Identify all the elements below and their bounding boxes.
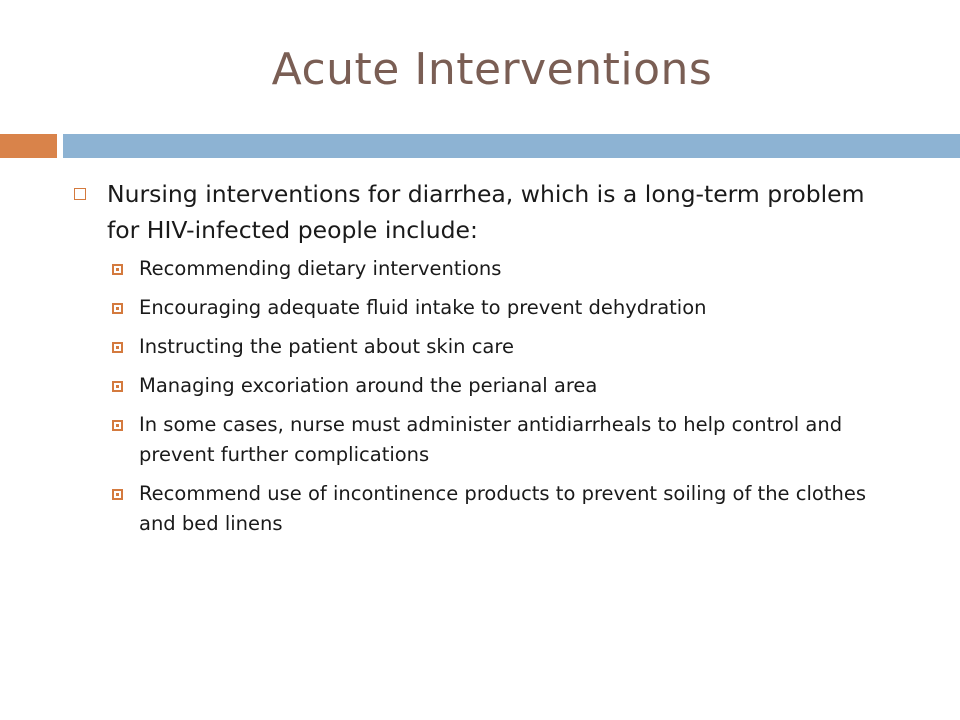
sub-bullet bbox=[112, 254, 904, 284]
sub-bullet-text: Instructing the patient about skin care bbox=[139, 335, 514, 358]
sub-bullet-text: Recommend use of incontinence products to prevent soiling of the clothes and bed linens bbox=[139, 482, 866, 535]
sub-bullet-text: In some cases, nurse must administer antidiarrheals to help control and prevent further complications bbox=[139, 413, 843, 466]
sub-bullet-text: Encouraging adequate fluid intake to prevent dehydration bbox=[139, 296, 707, 319]
square-bullet-icon bbox=[112, 420, 123, 431]
accent-bar-orange bbox=[0, 134, 57, 158]
square-bullet-icon bbox=[112, 342, 123, 353]
main-bullet-text: Nursing interventions for diarrhea, which is a long-term problem for HIV-infected people include: bbox=[107, 180, 865, 244]
sub-bullet bbox=[112, 479, 904, 539]
sub-bullet bbox=[112, 332, 904, 362]
sub-bullet bbox=[112, 293, 904, 323]
sub-bullet-text: Recommending dietary interventions bbox=[139, 257, 502, 280]
square-bullet-icon bbox=[112, 264, 123, 275]
square-bullet-icon bbox=[112, 381, 123, 392]
sub-bullet-text: Managing excoriation around the perianal area bbox=[139, 374, 598, 397]
slide-title: Acute Interventions bbox=[271, 44, 713, 95]
accent-bar-blue bbox=[63, 134, 960, 158]
hollow-square-bullet-icon bbox=[74, 188, 86, 200]
slide-body bbox=[74, 176, 904, 548]
sub-bullet bbox=[112, 371, 904, 401]
main-bullet bbox=[74, 176, 904, 248]
sub-bullet bbox=[112, 410, 904, 470]
square-bullet-icon bbox=[112, 489, 123, 500]
square-bullet-icon bbox=[112, 303, 123, 314]
